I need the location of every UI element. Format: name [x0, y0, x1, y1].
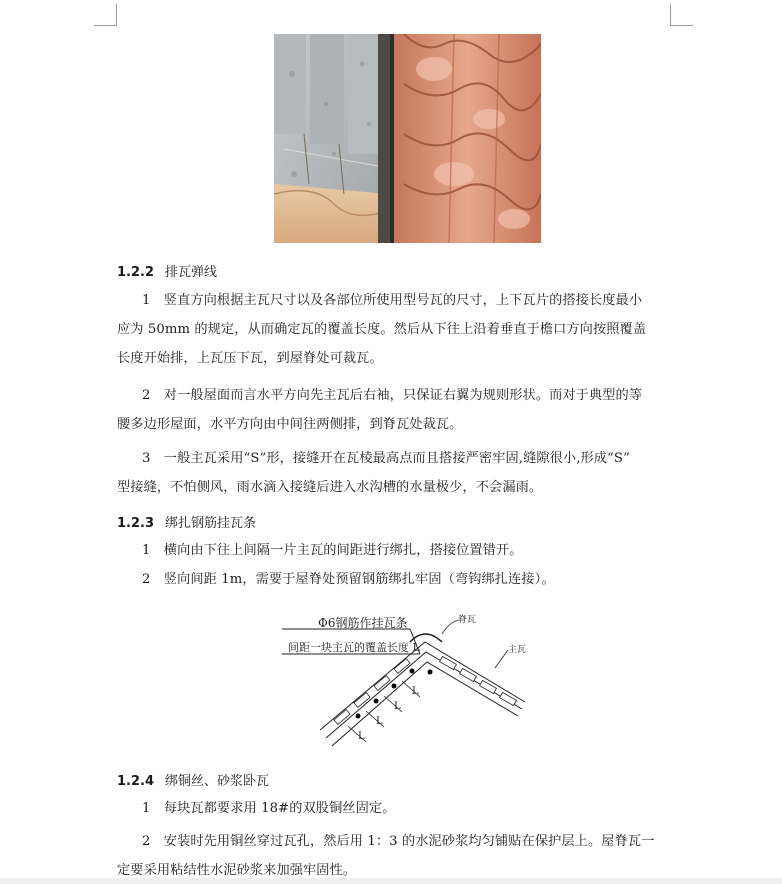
section-heading-1-2-4	[117, 770, 269, 789]
dimension-label: L	[376, 716, 383, 727]
paragraph-line: 1 每块瓦都要求用 18#的双股铜丝固定。	[142, 801, 396, 816]
paragraph-line: 型接缝，不怕侧风，雨水滴入接缝后进入水沟槽的水量极少，不会漏雨。	[117, 480, 543, 495]
section-title: 绑扎钢筋挂瓦条	[165, 516, 257, 531]
paragraph-line: 长度开始排，上瓦压下瓦，到屋脊处可裁瓦。	[117, 351, 383, 366]
paragraph-1-2-2-item-3	[117, 444, 672, 502]
paragraph-1-2-2-item-1	[117, 286, 672, 373]
section-title: 绑铜丝、砂浆卧瓦	[165, 774, 270, 789]
paragraph-1-2-4-item-2	[117, 827, 672, 885]
roof-tile-photo	[274, 34, 541, 243]
section-heading-1-2-3	[117, 512, 256, 531]
crop-mark-left-horizontal	[94, 25, 117, 26]
dimension-label: L	[394, 701, 401, 712]
paragraph-line: 1 横向由下往上间隔一片主瓦的间距进行绑扎，搭接位置错开。	[142, 543, 523, 558]
paragraph-line: 1 竖直方向根据主瓦尺寸以及各部位所使用型号瓦的尺寸，上下瓦片的搭接长度最小	[142, 293, 643, 308]
diagram-label-spacing: 间距一块主瓦的覆盖长度 L	[288, 641, 420, 654]
diagram-label-ridge-tile: 脊瓦	[458, 615, 477, 625]
crop-mark-right-horizontal	[670, 25, 693, 26]
crop-mark-left-vertical	[116, 4, 117, 26]
section-heading-1-2-2	[117, 261, 217, 280]
dimension-label: L	[358, 731, 365, 742]
section-number: 1.2.2	[117, 265, 155, 280]
paragraph-1-2-3-items	[117, 536, 672, 594]
paragraph-line: 2 对一般屋面而言水平方向先主瓦后右袖，只保证右翼为规则形状。而对于典型的等	[142, 388, 643, 403]
section-number: 1.2.4	[117, 774, 155, 789]
window-bottom-edge	[0, 878, 782, 884]
paragraph-line: 应为 50mm 的规定，从而确定瓦的覆盖长度。然后从下往上沿着垂直于檐口方向按照覆盖	[117, 322, 647, 337]
paragraph-line: 3 一般主瓦采用“S”形，接缝开在瓦棱最高点而且搭接严密牢固,缝隙很小,形成“S”	[142, 451, 630, 466]
section-number: 1.2.3	[117, 516, 155, 531]
paragraph-line: 2 安装时先用铜丝穿过瓦孔，然后用 1：3 的水泥砂浆均匀铺贴在保护层上。屋脊瓦一	[142, 834, 655, 849]
paragraph-1-2-2-item-2	[117, 381, 672, 439]
diagram-label-rebar: Φ6钢筋作挂瓦条	[318, 616, 408, 630]
rebar-tile-batten-diagram	[270, 606, 540, 758]
paragraph-line: 腰多边形屋面，水平方向由中间往两侧排，到脊瓦处裁瓦。	[117, 417, 463, 432]
paragraph-line: 2 竖向间距 1m，需要于屋脊处预留钢筋绑扎牢固（弯钩绑扎连接）。	[142, 572, 555, 587]
paragraph-1-2-4-item-1	[117, 794, 672, 823]
diagram-label-main-tile: 主瓦	[508, 645, 527, 655]
crop-mark-right-vertical	[670, 4, 671, 26]
dimension-label: L	[412, 686, 419, 697]
section-title: 排瓦弹线	[165, 265, 218, 280]
paragraph-line: 定要采用粘结性水泥砂浆来加强牢固性。	[117, 863, 357, 878]
